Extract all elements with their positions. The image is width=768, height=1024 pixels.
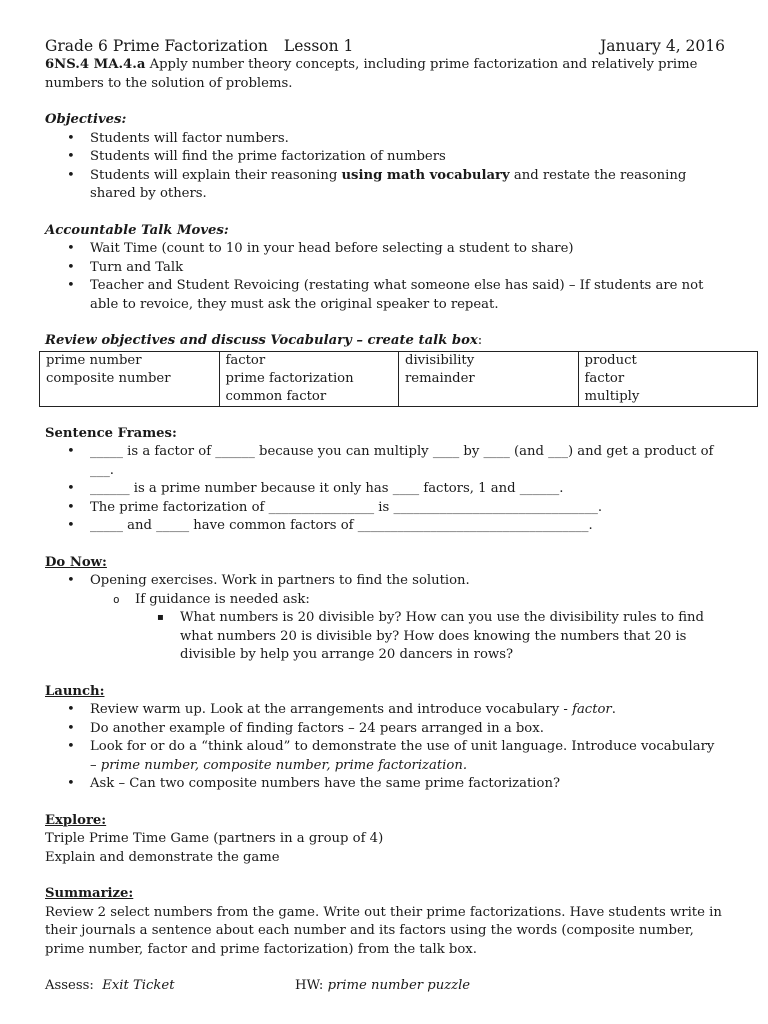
- sentence-frames-heading: Sentence Frames:: [45, 425, 177, 441]
- do-now-heading: Do Now:: [45, 554, 107, 570]
- list-item: [45, 167, 725, 204]
- list-item: • _____ and _____ have common factors of ___________________________________.: [45, 517, 725, 536]
- vocab-cell: [40, 351, 220, 406]
- header-lesson: Lesson 1: [283, 37, 354, 55]
- vocab-cell: [219, 351, 399, 406]
- assess-value: Exit Ticket: [102, 978, 175, 993]
- list-item: • Wait Time (count to 10 in your head before selecting a student to share): [45, 240, 725, 259]
- list-item: • Teacher and Student Revoicing (restating what someone else has said) – If students are not able to revoice, they must ask the original speaker to repeat.: [45, 277, 725, 314]
- vocab-term: factor: [584, 370, 625, 386]
- list-item: • ______ is a prime number because it only has ____ factors, 1 and ______.: [45, 480, 725, 499]
- list-item: o If guidance is needed ask:: [45, 591, 725, 610]
- homework-group: [295, 977, 470, 996]
- homework-label: HW:: [295, 978, 324, 993]
- list-item: • Turn and Talk: [45, 259, 725, 278]
- talk-moves-heading: Accountable Talk Moves:: [45, 222, 229, 238]
- document-header: [45, 36, 725, 56]
- explore-heading: Explore:: [45, 812, 107, 828]
- list-item: • Ask – Can two composite numbers have the same prime factorization?: [45, 775, 725, 794]
- homework-value: prime number puzzle: [327, 978, 471, 993]
- vocab-term: divisibility: [405, 352, 475, 368]
- launch-text: Look for or do a “think aloud” to demonstrate the use of unit language. Introduce vocabulary –: [90, 739, 715, 773]
- vocab-cell: [399, 351, 579, 406]
- objective-text: Students will explain their reasoning: [90, 167, 342, 183]
- list-item: • _____ is a factor of ______ because you can multiply ____ by ____ (and ___) and get a product of ___.: [45, 443, 725, 480]
- objective-emphasis: using math vocabulary: [341, 167, 510, 183]
- vocab-term: remainder: [405, 370, 475, 386]
- vocabulary-heading-colon: :: [477, 333, 483, 348]
- objectives-heading: Objectives:: [45, 112, 127, 127]
- summarize-text: Review 2 select numbers from the game. Write out their prime factorizations. Have students write in their journals a sentence about each number and its factors using the words (composite number, prime number, factor and prime factorization) from the talk box.: [45, 904, 722, 957]
- objective-text: and restate the reasoning shared by others.: [90, 167, 687, 201]
- list-item: • Do another example of finding factors – 24 pears arranged in a box.: [45, 720, 725, 739]
- launch-italic: prime number, composite number, prime factorization.: [100, 757, 468, 773]
- sentence-frames-list: [45, 443, 725, 536]
- vocab-cell: [578, 351, 758, 406]
- standard-code: 6NS.4 MA.4.a: [45, 57, 146, 72]
- summarize-heading: Summarize:: [45, 886, 134, 901]
- list-item: [45, 701, 725, 720]
- launch-text: Review warm up. Look at the arrangements and introduce vocabulary -: [90, 702, 573, 717]
- objectives-list: [45, 130, 725, 204]
- vocab-term: multiply: [584, 388, 640, 404]
- assess-group: [45, 977, 295, 996]
- vocab-term: prime number: [46, 352, 142, 368]
- explore-line: Explain and demonstrate the game: [45, 849, 280, 865]
- do-now-sublist: [45, 591, 725, 610]
- header-title-group: [45, 36, 353, 56]
- standard: [45, 56, 725, 93]
- vocabulary-talk-box: [39, 351, 758, 407]
- vocabulary-heading-text: Review objectives and discuss Vocabulary – create talk box: [45, 333, 478, 348]
- list-item: • Students will find the prime factorization of numbers: [45, 148, 725, 167]
- vocab-term: common factor: [225, 388, 327, 404]
- do-now-list: [45, 572, 725, 591]
- vocab-term: prime factorization: [225, 370, 354, 386]
- do-now-subsublist: [45, 609, 725, 665]
- header-title: Grade 6 Prime Factorization: [45, 37, 268, 55]
- lesson-plan-page: [45, 36, 725, 996]
- talk-moves-list: [45, 240, 725, 314]
- vocab-term: product: [584, 352, 637, 368]
- assess-label: Assess:: [45, 978, 94, 993]
- launch-text: .: [611, 702, 616, 717]
- list-item: • The prime factorization of ________________ is _______________________________.: [45, 499, 725, 518]
- vocab-term: composite number: [46, 370, 171, 386]
- footer-row: [45, 977, 725, 996]
- launch-italic: factor: [572, 702, 612, 717]
- list-item: [45, 738, 725, 775]
- list-item: ▪ What numbers is 20 divisible by? How can you use the divisibility rules to find what numbers 20 is divisible by? How does knowing the numbers that 20 is divisible by help you arrange 20 dancers in rows?: [45, 609, 725, 665]
- vocab-term: factor: [225, 352, 266, 368]
- header-date: January 4, 2016: [600, 37, 725, 55]
- launch-list: [45, 701, 725, 794]
- standard-text: Apply number theory concepts, including prime factorization and relatively prime numbers to the solution of problems.: [45, 57, 698, 91]
- list-item: • Students will factor numbers.: [45, 130, 725, 149]
- explore-line: Triple Prime Time Game (partners in a group of 4): [45, 831, 384, 846]
- vocabulary-heading: [45, 332, 725, 351]
- launch-heading: Launch:: [45, 683, 105, 699]
- list-item: • Opening exercises. Work in partners to find the solution.: [45, 572, 725, 591]
